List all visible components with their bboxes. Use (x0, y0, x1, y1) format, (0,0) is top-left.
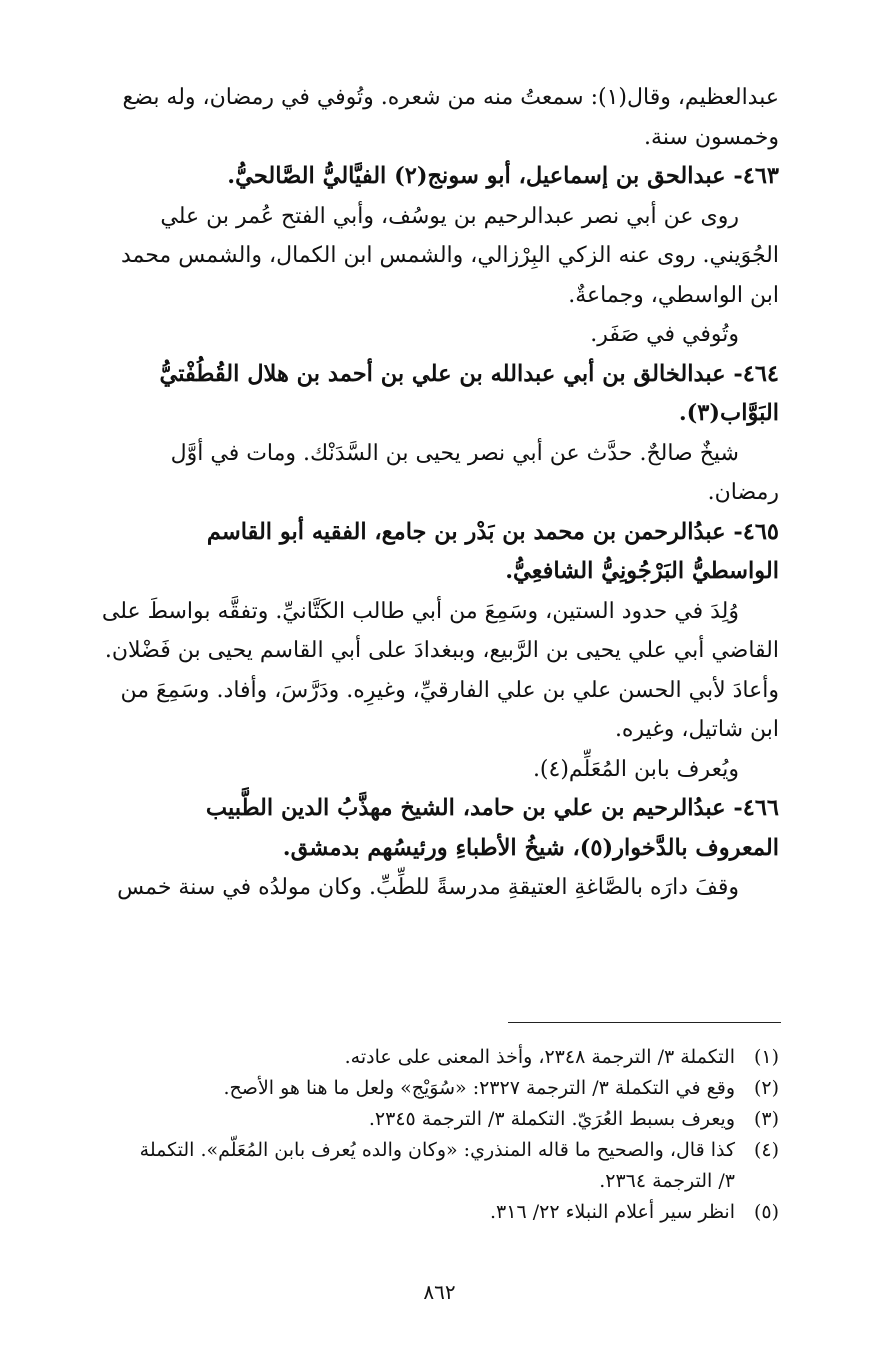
body-text-line: وُلِدَ في حدود الستين، وسَمِعَ من أبي طالب الكَتَّانيِّ. وتفقَّه بواسطَ على (101, 598, 739, 624)
body-text-line: وتُوفي في صَفَر. (590, 322, 739, 347)
footnote-text: انظر سير أعلام النبلاء ٢٢/ ٣١٦. (490, 1201, 735, 1223)
entry-heading-line: المعروف بالدَّخوار(٥)، شيخُ الأطباءِ ورئيسُهم بدمشق. (282, 834, 779, 861)
entry-heading-line: ٤٦٥- عبدُالرحمن بن محمد بن بَدْر بن جامع، الفقيه أبو القاسم (206, 518, 779, 545)
footnote-number: (٤) (753, 1139, 779, 1161)
body-text-line: وأعادَ لأبي الحسن علي بن علي الفارقيِّ، وغيرِه. ودَرَّسَ، وأفاد. وسَمِعَ من (120, 677, 779, 703)
footnote-text: كذا قال، والصحيح ما قاله المنذري: «وكان والده يُعرف بابن المُعَلّم». التكملة (139, 1139, 735, 1161)
entry-heading-line: ٤٦٣- عبدالحق بن إسماعيل، أبو سونج(٢) الفيَّاليُّ الصَّالحيُّ. (227, 163, 779, 189)
footnote (30, 1042, 779, 1073)
body-text-line: روى عن أبي نصر عبدالرحيم بن يوسُف، وأبي الفتح عُمر بن علي (160, 203, 739, 229)
body-text-line: القاضي أبي علي يحيى بن الرَّبيع، وببغدادَ على أبي القاسم يحيى بن فَضْلان. (104, 638, 779, 663)
body-text-line: رمضان. (707, 480, 779, 505)
entry-heading-line: ٤٦٤- عبدالخالق بن أبي عبدالله بن علي بن أحمد بن هلال القُطُفْتيُّ (159, 360, 779, 387)
footnote-text: التكملة ٣/ الترجمة ٢٣٤٨، وأخذ المعنى على عادته. (344, 1046, 735, 1068)
body-text-line: عبدالعظيم، وقال(١): سمعتُ منه من شعره. وتُوفي في رمضان، وله بضع (122, 85, 779, 110)
body-text-line: ويُعرف بابن المُعَلِّم(٤). (532, 756, 739, 782)
footnote (30, 1197, 779, 1228)
body-text-line: وقفَ دارَه بالصَّاغةِ العتيقةِ مدرسةً للطِّبِّ. وكان مولدُه في سنة خمس (117, 875, 739, 900)
entry-heading-line: ٤٦٦- عبدُالرحيم بن علي بن حامد، الشيخ مهذَّبُ الدين الطَّبيب (205, 795, 779, 821)
main-text (36, 78, 779, 908)
footnote-text: وقع في التكملة ٣/ الترجمة ٢٣٢٧: «سُوَيْج» ولعل ما هنا هو الأصح. (223, 1077, 735, 1099)
footnote-text-continued: ٣/ الترجمة ٢٣٦٤. (599, 1170, 735, 1192)
footnote-number: (٣) (753, 1108, 779, 1130)
footnote (30, 1104, 779, 1135)
body-text-line: الجُوَيني. روى عنه الزكي البِرْزالي، والشمس ابن الكمال، والشمس محمد (120, 243, 779, 268)
footnotes (30, 1042, 779, 1228)
footnote (30, 1135, 779, 1166)
footnote-separator (508, 1022, 781, 1023)
footnote-text: ويعرف بسبط العُرَيّ. التكملة ٣/ الترجمة ٢٣٤٥. (368, 1108, 735, 1130)
body-text-line: شيخٌ صالحٌ. حدَّث عن أبي نصر يحيى بن السَّدَنْك. ومات في أوَّل (170, 440, 739, 466)
body-text-line: ابن شاتيل، وغيره. (614, 717, 779, 742)
page-number: ٨٦٢ (423, 1280, 456, 1304)
footnote-number: (١) (753, 1046, 779, 1068)
footnote-number: (٢) (753, 1077, 779, 1099)
footnote-number: (٥) (753, 1201, 779, 1223)
footnote (30, 1073, 779, 1104)
body-text-line: ابن الواسطي، وجماعةٌ. (568, 282, 779, 308)
body-text-line: وخمسون سنة. (644, 124, 779, 150)
entry-heading-line: الواسطيُّ البَرْجُونِيُّ الشافعِيُّ. (505, 558, 779, 584)
entry-heading-line: البَوَّاب(٣). (678, 400, 779, 426)
